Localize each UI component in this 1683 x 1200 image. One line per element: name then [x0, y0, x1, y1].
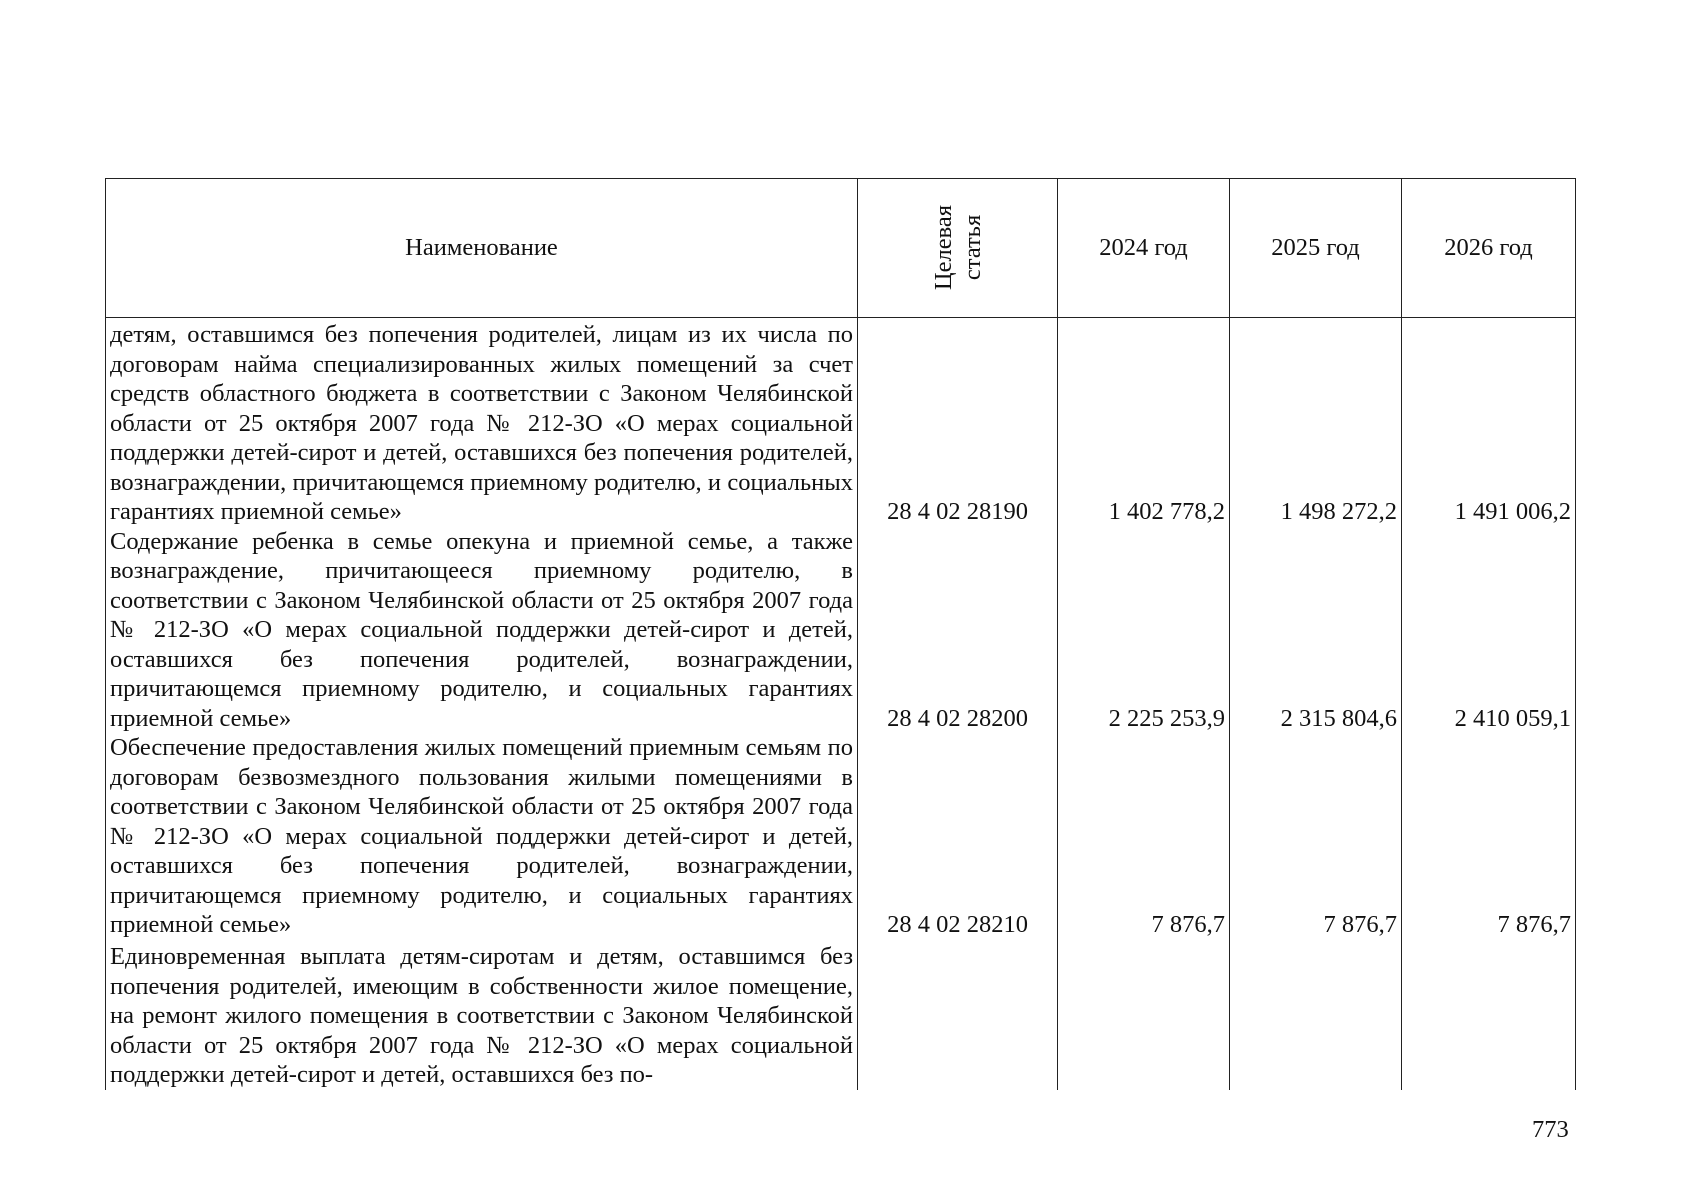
- row-target-article: 28 4 02 28200: [858, 527, 1058, 734]
- row-target-article: 28 4 02 28190: [858, 318, 1058, 527]
- header-target-article-label: Целевая статья: [929, 205, 986, 291]
- table-header-row: [106, 179, 1576, 318]
- row-name: Содержание ребенка в семье опекуна и приемной семье, а также вознаграждение, причитающееся приемному родителю, в соответствии с Законом Челябинской области от 25 октября 2007 года № 212-ЗО «О мерах социальной поддержки детей-сирот и детей, оставшихся без попечения родителей, вознаграждении, причитающемся приемному родителю, и социальных гарантиях приемной семье»: [106, 527, 858, 734]
- row-value-2026: 7 876,7: [1402, 733, 1576, 940]
- row-value-2025: 2 315 804,6: [1230, 527, 1402, 734]
- table-row: [106, 318, 1576, 527]
- row-target-article: 28 4 02 28210: [858, 733, 1058, 940]
- header-name: Наименование: [106, 179, 858, 318]
- row-value-2026: [1402, 940, 1576, 1090]
- header-2025: 2025 год: [1230, 179, 1402, 318]
- row-value-2024: 7 876,7: [1058, 733, 1230, 940]
- table-row: [106, 940, 1576, 1090]
- row-value-2025: 7 876,7: [1230, 733, 1402, 940]
- header-2024: 2024 год: [1058, 179, 1230, 318]
- row-value-2025: [1230, 940, 1402, 1090]
- row-name: Обеспечение предоставления жилых помещений приемным семьям по договорам безвозмездного пользования жилыми помещениями в соответствии с Законом Челябинской области от 25 октября 2007 года № 212-ЗО «О мерах социальной поддержки детей-сирот и детей, оставшихся без попечения родителей, вознаграждении, причитающемся приемному родителю, и социальных гарантиях приемной семье»: [106, 733, 858, 940]
- row-name: Единовременная выплата детям-сиротам и детям, оставшимся без попечения родителей, имеющим в собственности жилое помещение, на ремонт жилого помещения в соответствии с Законом Челябинской области от 25 октября 2007 года № 212-ЗО «О мерах социальной поддержки детей-сирот и детей, оставшихся без по-: [106, 940, 858, 1090]
- row-target-article: [858, 940, 1058, 1090]
- row-value-2024: 1 402 778,2: [1058, 318, 1230, 527]
- table-row: [106, 733, 1576, 940]
- row-value-2026: 1 491 006,2: [1402, 318, 1576, 527]
- row-name: детям, оставшимся без попечения родителей, лицам из их числа по договорам найма специализированных жилых помещений за счет средств областного бюджета в соответствии с Законом Челябинской области от 25 октября 2007 года № 212-ЗО «О мерах социальной поддержки детей-сирот и детей, оставшихся без попечения родителей, вознаграждении, причитающемся приемному родителю, и социальных гарантиях приемной семье»: [106, 318, 858, 527]
- table-row: [106, 527, 1576, 734]
- row-value-2025: 1 498 272,2: [1230, 318, 1402, 527]
- row-value-2026: 2 410 059,1: [1402, 527, 1576, 734]
- budget-table: [105, 178, 1576, 1090]
- row-value-2024: [1058, 940, 1230, 1090]
- row-value-2024: 2 225 253,9: [1058, 527, 1230, 734]
- header-target-article: [858, 179, 1058, 318]
- header-2026: 2026 год: [1402, 179, 1576, 318]
- page-number: 773: [1532, 1116, 1569, 1143]
